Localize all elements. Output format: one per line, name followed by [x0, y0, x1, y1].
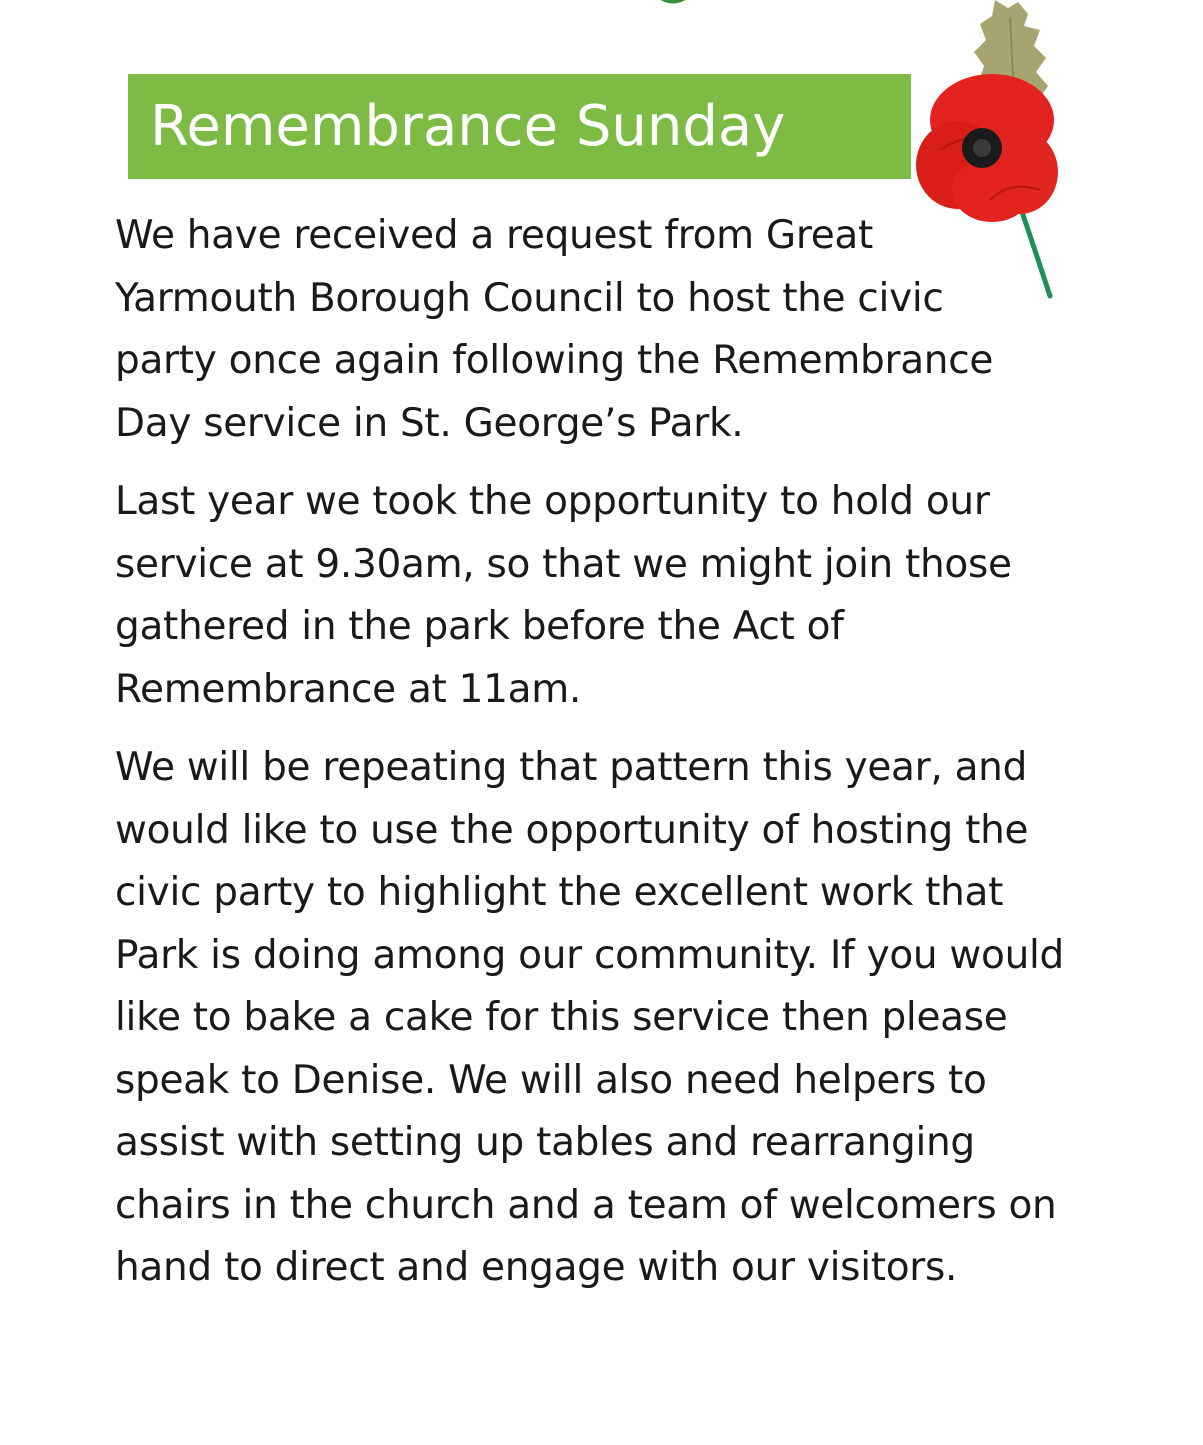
- article-body: [115, 205, 1065, 1316]
- page-title: Remembrance Sunday: [150, 93, 786, 159]
- top-green-arc-decoration: [650, 0, 696, 6]
- paragraph-last-year-service: Last year we took the opportunity to hold our service at 9.30am, so that we might join those gathered in the park before the Act of Remembrance at 11am.: [115, 479, 1012, 712]
- title-banner: [128, 74, 911, 179]
- paragraph-civic-party-request: We have received a request from Great Yarmouth Borough Council to host the civic party once again following the Remembrance Day service in St. George’s Park.: [115, 213, 994, 446]
- paragraph-this-year-plans: We will be repeating that pattern this year, and would like to use the opportunity of hosting the civic party to highlight the excellent work that Park is doing among our community. If you would like to bake a cake for this service then please speak to Denise. We will also need helpers to assist with setting up tables and rearranging chairs in the church and a team of welcomers on hand to direct and engage with our visitors.: [115, 745, 1064, 1290]
